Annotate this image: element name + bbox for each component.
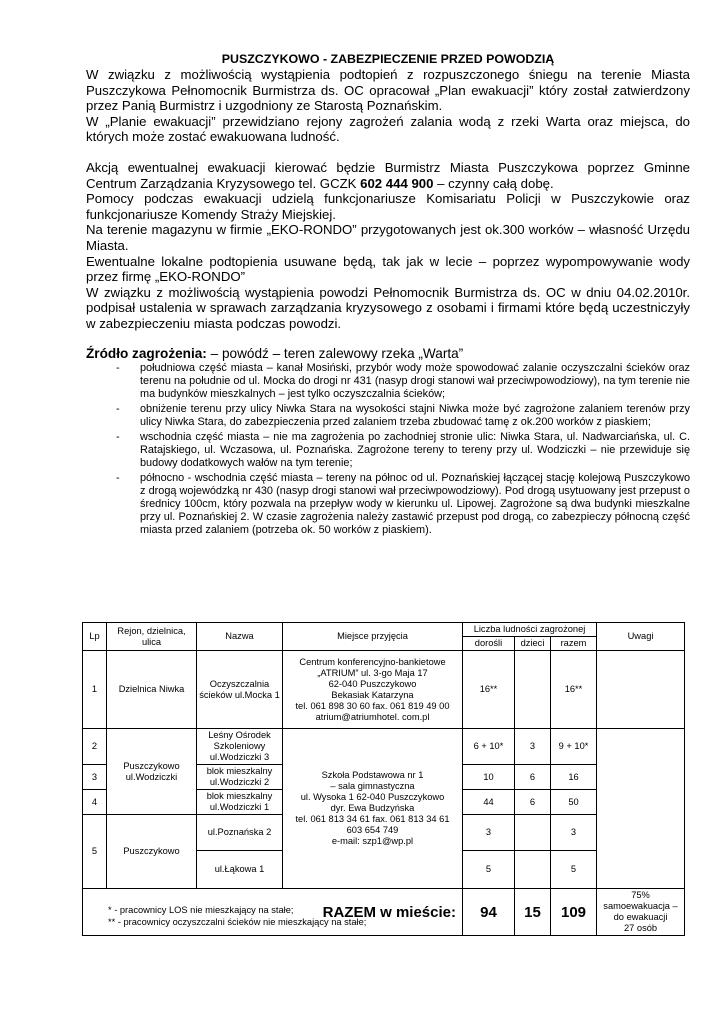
cell-region: Puszczykowo ul.Wodziczki [107,729,197,815]
document-body [86,52,690,539]
paragraph-police: Pomocy podczas ewakuacji udzielą funkcjonariusze Komisariatu Policji w Puszczykowie oraz funkcjonariusze Komendy Straży Miejskiej. [86,191,690,222]
place-line: tel. 061 813 34 61 fax. 061 813 34 61 [295,814,450,824]
cell-total: 50 [551,790,597,815]
threat-source-text: – powódź – teren zalewowy rzeka „Warta” [206,345,464,361]
footnotes [108,905,366,928]
risk-text: południowa część miasta – kanał Mosiński, przybór wody może spowodować zalanie oczyszczalni ścieków oraz terenu na południe od ul. Mocka do drogi nr 431 (nasyp drogi stanowi wał przeciwpowodziowy), na tym terenie nie ma budynków mieszkalnych – jest tylko oczyszczalnia ścieków; [140,361,690,400]
cell-adults: 16** [463,651,515,729]
place-line: Centrum konferencyjno-bankietowe [299,656,446,667]
cell-name: Oczyszczalnia ścieków ul.Mocka 1 [197,651,283,729]
table-row [83,651,685,729]
paragraph-command [86,160,690,191]
gczk-phone: 602 444 900 [360,175,434,191]
header-region: Rejon, dzielnica, ulica [107,623,197,651]
cell-total: 16** [551,651,597,729]
cell-place [283,651,463,729]
place-line: Bekasiak Katarzyna [331,689,414,700]
place-line: e-mail: szp1@wp.pl [331,836,414,846]
list-item [116,431,690,470]
cell-region: Puszczykowo [107,815,197,889]
cell-lp: 2 [83,729,107,765]
header-adults: dorośli [463,637,515,651]
header-count-group: Liczba ludności zagrożonej [463,623,597,637]
total-sum: 109 [551,889,597,936]
cell-lp: 4 [83,790,107,815]
cell-children [515,851,551,889]
paragraph-gap [86,145,690,160]
cell-children: 3 [515,729,551,765]
place-line: „ATRIUM” ul. 3-go Maja 17 [317,667,428,678]
paragraph-pumping: Ewentualne lokalne podtopienia usuwane będą, tak jak w lecie – poprzez wypompowywanie wody przez firmę „EKO-RONDO” [86,253,690,285]
table-header-row [83,623,685,637]
risk-list [86,362,690,537]
threat-source-label: Źródło zagrożenia: [86,345,207,361]
place-line: 62-040 Puszczykowo [328,678,417,689]
place-line: Szkoła Podstawowa nr 1 [321,770,424,780]
list-item [116,472,690,537]
footnote: ** - pracownicy oczyszczalni ścieków nie mieszkający na stałe; [108,916,367,927]
bullet-dash: - [116,471,120,484]
cell-name: Leśny Ośrodek Szkoleniowy ul.Wodziczki 3 [197,729,283,765]
cell-name: blok mieszkalny ul.Wodziczki 1 [197,790,283,815]
paragraph-risk-areas: W „Planie ewakuacji” przewidziano rejony zagrożeń zalania wodą z rzeki Warta oraz miejsca, do których może zostać ewakuowana ludność. [86,113,690,145]
cell-children [515,651,551,729]
cell-total: 5 [551,851,597,889]
note-line: 27 osób [623,923,658,933]
cell-total: 9 + 10* [551,729,597,765]
cell-adults: 6 + 10* [463,729,515,765]
cell-lp: 3 [83,765,107,790]
footnote: * - pracownicy LOS nie mieszkający na stałe; [108,905,294,915]
header-total: razem [551,637,597,651]
cell-region: Dzielnica Niwka [107,651,197,729]
header-place: Miejsce przyjęcia [283,623,463,651]
command-text-end: – czynny całą dobę. [433,175,554,191]
document-title: PUSZCZYKOWO - ZABEZPIECZENIE PRZED POWODZIĄ [221,52,555,66]
header-notes: Uwagi [597,623,685,651]
cell-total: 3 [551,815,597,851]
header-children: dzieci [515,637,551,651]
cell-name: ul.Łąkowa 1 [197,851,283,889]
place-line: 603 654 749 [346,825,399,835]
table-row [83,729,685,765]
header-name: Nazwa [197,623,283,651]
note-line: do ewakuacji [613,912,668,922]
cell-total: 16 [551,765,597,790]
threat-source [86,346,690,362]
cell-name: ul.Poznańska 2 [197,815,283,851]
place-line: dyr. Ewa Budzyńska [330,803,415,813]
evacuation-table [82,622,685,936]
note-line: 75% [631,890,650,900]
cell-lp: 1 [83,651,107,729]
risk-text: obniżenie terenu przy ulicy Niwka Stara na wysokości stajni Niwka może być zagrożone zalaniem terenów przy ulicy Niwka Stara, do zabezpieczenia przed zalaniem trzeba zbudować tamę z ok.200 worków z piaskiem; [140,402,690,428]
paragraph-sandbags: Na terenie magazynu w firmie „EKO-RONDO” przygotowanych jest ok.300 worków – własność Urzędu Miasta. [86,222,690,253]
cell-place [283,729,463,889]
cell-children [515,815,551,851]
list-item [116,403,690,429]
bullet-dash: - [116,402,120,415]
total-adults: 94 [463,889,515,936]
bullet-dash: - [116,430,120,443]
cell-notes [597,651,685,729]
place-line: atrium@atriumhotel. com.pl [315,711,430,722]
total-children: 15 [515,889,551,936]
cell-lp: 5 [83,815,107,889]
header-lp: Lp [83,623,107,651]
list-item [116,362,690,401]
total-notes [597,889,685,936]
cell-children: 6 [515,765,551,790]
cell-name: blok mieszkalny ul.Wodziczki 2 [197,765,283,790]
paragraph-evacuation-plan: W związku z możliwością wystąpienia podtopień z rozpuszczonego śniegu na terenie Miasta Puszczykowa Pełnomocnik Burmistrza ds. OC opracował „Plan ewakuacji” który został zatwierdzony przez Panią Burmistrz i uzgodniony ze Starostą Poznańskim. [86,67,690,114]
risk-text: północno - wschodnia część miasta – tereny na północ od ul. Poznańskiej łączącej stację kolejową Puszczykowo z drogą wojewódzką nr 430 (nasyp drogi stanowi wał przeciwpowodziowy). Pod drogą usytuowany jest przepust o średnicy 100cm, który pozwala na przepływ wody w kierunku ul. Lipowej. Zagrożone są dwa budynki mieszkalne przy ul. Poznańskiej 2. W czasie zagrożenia należy zastawić przepust pod drogą, co zabezpieczy północną część miasta przed zalaniem (potrzeba ok. 50 worków z piaskiem). [140,471,690,536]
cell-adults: 3 [463,815,515,851]
command-text: Akcją ewentualnej ewakuacji kierować będzie Burmistrz Miasta Puszczykowa poprzez Gminne Centrum Zarządzania Kryzysowego tel. GCZK [86,159,690,191]
note-line: samoewakuacja – [603,901,678,911]
cell-adults: 44 [463,790,515,815]
cell-adults: 10 [463,765,515,790]
paragraph-agreements: W związku z możliwością wystąpienia powodzi Pełnomocnik Burmistrza ds. OC w dniu 04.02.2010r. podpisał ustalenia w sprawach zarządzania kryzysowego z osobami i firmami które będą uczestniczyły w zabezpieczeniu miasta podczas powodzi. [86,284,690,331]
place-line: ul. Wysoka 1 62-040 Puszczykowo [300,792,445,802]
cell-notes [597,729,685,889]
cell-children: 6 [515,790,551,815]
bullet-dash: - [116,361,120,374]
cell-adults: 5 [463,851,515,889]
intro-section [86,67,690,332]
risk-text: wschodnia część miasta – nie ma zagrożenia po zachodniej stronie ulic: Niwka Stara, ul. Nadwarciańska, ul. C. Ratajskiego, ul. Wczasowa, ul. Poznańska. Zagrożone tereny to tereny przy ul. Wodziczki – nie przewiduje się budowy dodatkowych wałów na tym terenie; [140,430,690,469]
place-line: tel. 061 898 30 60 fax. 061 819 49 00 [295,700,450,711]
place-line: – sala gimnastyczna [330,781,415,791]
total-label: RAZEM w mieście: [83,889,463,936]
